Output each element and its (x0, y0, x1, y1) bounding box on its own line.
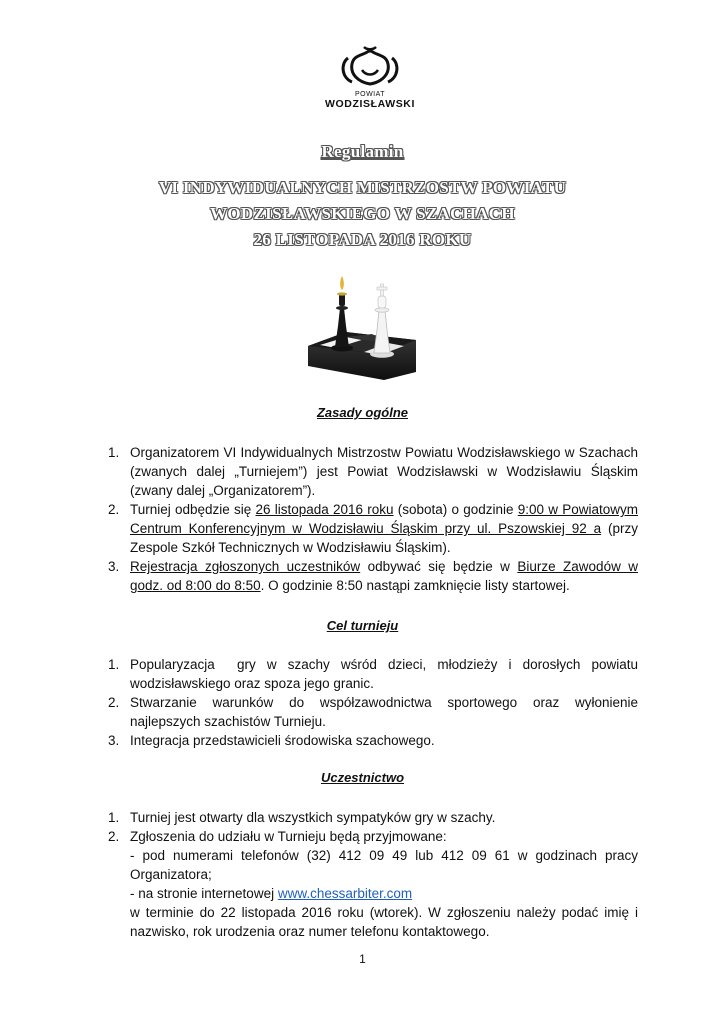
list-item: 3. Rejestracja zgłoszonych uczestników odbywać się będzie w Biurze Zawodów w godz. od 8:00 do 8:50. O godzinie 8:50 nastąpi zamknięcie listy startowej. (108, 559, 638, 593)
list-item: 1. Turniej jest otwarty dla wszystkich sympatyków gry w szachy. (108, 810, 496, 825)
page-number: 1 (359, 952, 366, 966)
list-item: 2. Zgłoszenia do udziału w Turnieju będą przyjmowane: - pod numerami telefonów (32) 412 09 49 lub 412 09 61 w godzinach pracy Organizatora; - na stronie internetowej www.chessarbiter.com w terminie do 22 listopada 2016 roku (wtorek). W zgłoszeniu należy podać imię i nazwisko, rok urodzenia oraz numer telefonu kontaktowego. (108, 829, 638, 939)
event-date: 26 listopada 2016 roku (255, 502, 394, 517)
chessarbiter-link[interactable]: www.chessarbiter.com (277, 886, 413, 901)
section-heading-participation: Uczestnictwo (320, 770, 405, 785)
registration-text: Rejestracja zgłoszonych uczestników (130, 559, 361, 574)
participation-list (108, 808, 638, 941)
list-item: 2. Turniej odbędzie się 26 listopada 2016 roku (sobota) o godzinie 9:00 w Powiatowym Centrum Konferencyjnym w Wodzisławiu Śląskim przy ul. Pszowskiej 92 a (przy Zespole Szkół Technicznych w Wodzisławiu Śląskim). (108, 502, 638, 555)
registration-office: Biurze Zawodów w godz. od 8:00 do 8:50 (130, 559, 638, 593)
logo-line-powiat: POWIAT (354, 91, 386, 98)
section-heading-general: Zasady ogólne (316, 405, 409, 420)
swan-emblem-icon (338, 44, 402, 90)
list-item: 1. Popularyzacja gry w szachy wśród dzieci, młodzieży i dorosłych powiatu wodzisławskiego oraz spoza jego granic. (108, 657, 642, 691)
subtitle-line-1: VI INDYWIDUALNYCH MISTRZOSTW POWIATU (158, 178, 567, 197)
powiat-logo (322, 44, 418, 116)
list-item: 3. Integracja przedstawicieli środowiska szachowego. (108, 733, 435, 748)
section-heading-goal: Cel turnieju (326, 618, 399, 633)
document-title: Regulamin (321, 142, 404, 161)
goal-list (108, 655, 642, 750)
subtitle-line-2: WODZISŁAWSKIEGO W SZACHACH (210, 204, 515, 223)
general-rules-list (108, 443, 638, 595)
list-item: 1. Organizatorem VI Indywidualnych Mistrzostw Powiatu Wodzisławskiego w Szachach (zwanych dalej „Turniejem”) jest Powiat Wodzisławski w Wodzisławiu Śląskim (zwany dalej „Organizatorem”). (108, 445, 638, 498)
logo-line-wodzislawski: WODZISŁAWSKI (324, 98, 416, 110)
event-venue: 9:00 w Powiatowym Centrum Konferencyjnym w Wodzisławiu Śląskim przy ul. Pszowskiej 92 a (130, 502, 638, 536)
chess-pieces-illustration (306, 268, 418, 383)
subtitle-line-3: 26 LISTOPADA 2016 ROKU (253, 230, 472, 249)
list-item: 2. Stwarzanie warunków do współzawodnictwa sportowego oraz wyłonienie najlepszych szachistów Turnieju. (108, 695, 638, 729)
